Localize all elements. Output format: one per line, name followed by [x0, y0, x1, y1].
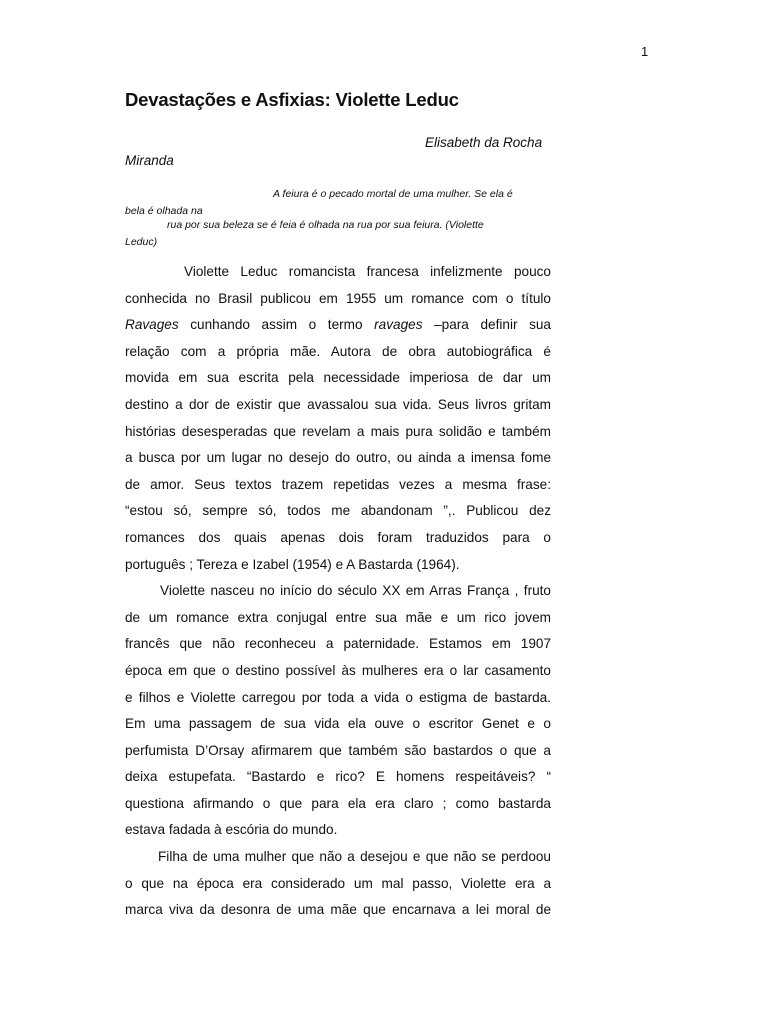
- text-line: Violette nasceu no início do século XX em Arras França , fruto: [160, 583, 551, 599]
- book-title-italic: Ravages: [125, 317, 179, 333]
- body-text: [125, 259, 551, 924]
- text-line: a busca por um lugar no desejo do outro, ou ainda a imensa fome: [125, 450, 551, 466]
- text-line: estava fadada à escória do mundo.: [125, 822, 338, 838]
- document-title: Devastações e Asfixias: Violette Leduc: [125, 89, 459, 110]
- epigraph-line: A feiura é o pecado mortal de uma mulher. Se ela é: [273, 188, 513, 200]
- text-line: Em uma passagem de sua vida ela ouve o escritor Genet e o: [125, 716, 551, 732]
- text-fragment: –para definir sua: [422, 317, 551, 333]
- text-line: deixa estupefata. “Bastardo e rico? E homens respeitáveis? “: [125, 769, 551, 785]
- term-italic: ravages: [374, 317, 423, 333]
- page-number: 1: [641, 44, 649, 59]
- text-line: Filha de uma mulher que não a desejou e que não se perdoou: [158, 849, 551, 865]
- text-line: marca viva da desonra de uma mãe que encarnava a lei moral de: [125, 902, 551, 918]
- author-name-line2: Miranda: [125, 153, 174, 168]
- text-line: conhecida no Brasil publicou em 1955 um romance com o título: [125, 290, 551, 306]
- text-line: o que na época era considerado um mal passo, Violette era a: [125, 875, 551, 891]
- text-line: francês que não reconheceu a paternidade. Estamos em 1907: [125, 636, 551, 652]
- text-line: português ; Tereza e Izabel (1954) e A Bastarda (1964).: [125, 556, 460, 572]
- text-line: histórias desesperadas que revelam a mais pura solidão e também: [125, 423, 551, 439]
- text-line: destino a dor de existir que avassalou sua vida. Seus livros gritam: [125, 396, 551, 412]
- author-name-line1: Elisabeth da Rocha: [425, 135, 543, 150]
- text-line: relação com a própria mãe. Autora de obra autobiográfica é: [125, 343, 551, 359]
- epigraph-line: rua por sua beleza se é feia é olhada na rua por sua feiura. (Violette: [167, 219, 484, 231]
- epigraph-line: Leduc): [125, 236, 158, 248]
- text-line: movida em sua escrita pela necessidade imperiosa de dar um: [125, 370, 551, 386]
- text-line: romances dos quais apenas dois foram traduzidos para o: [125, 529, 551, 545]
- text-line: “estou só, sempre só, todos me abandonam ”,. Publicou dez: [125, 503, 551, 519]
- text-line: época em que o destino possível às mulheres era o lar casamento: [125, 662, 551, 678]
- text-line: Violette Leduc romancista francesa infelizmente pouco: [184, 264, 551, 279]
- text-line: perfumista D’Orsay afirmarem que também são bastardos o que a: [125, 742, 551, 758]
- text-line: [125, 312, 551, 339]
- text-line: de amor. Seus textos trazem repetidas vezes a mesma frase:: [125, 476, 551, 492]
- text-line: de um romance extra conjugal entre sua mãe e um rico jovem: [125, 609, 551, 625]
- text-line: e filhos e Violette carregou por toda a vida o estigma de bastarda.: [125, 689, 551, 705]
- text-fragment: cunhando assim o termo: [178, 317, 375, 333]
- text-line: questiona afirmando o que para ela era claro ; como bastarda: [125, 795, 551, 811]
- epigraph-line: bela é olhada na: [125, 205, 203, 217]
